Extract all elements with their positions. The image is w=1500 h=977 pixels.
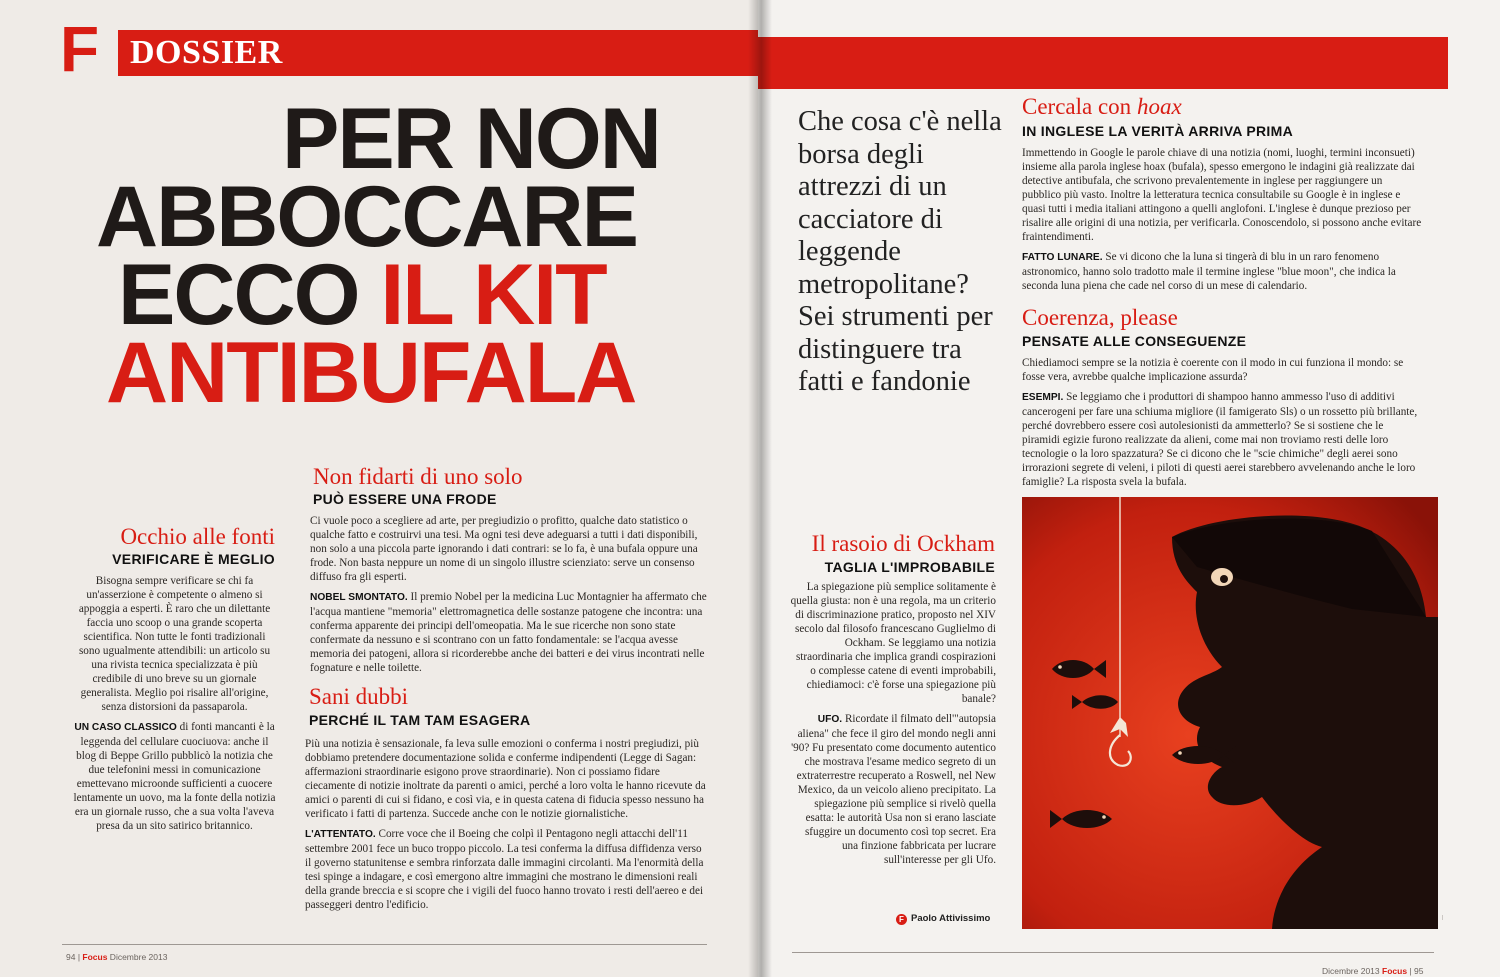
paragraph	[1022, 390, 1422, 489]
headline-line-2: ABBOCCARE	[96, 169, 637, 265]
page-number: 95	[1413, 966, 1424, 976]
headline-line-3	[118, 247, 606, 343]
title-italic: hoax	[1136, 94, 1182, 119]
section-letter-logo: F	[60, 13, 100, 85]
lead-in: FATTO LUNARE.	[1022, 252, 1103, 263]
section-subtitle-hoax: IN INGLESE LA VERITÀ ARRIVA PRIMA	[1022, 123, 1293, 139]
illustration-credit: —	[1440, 915, 1446, 920]
section-title-hoax	[1022, 94, 1422, 120]
page-folio-right	[1322, 966, 1423, 976]
paragraph-text: Se leggiamo che i produttori di shampoo hanno ammesso l'uso di additivi cancerogeni per fare una schiuma migliore (il famigerato Sls) o un rossetto più brillante, perché dovrebbero essere così autolesionisti da ammetterlo? Se si sostiene che le piramidi egizie furono realizzate da alieni, come mai non troviamo resti delle loro tecnologie o la loro spazzatura? Se ci dicono che le "scie chimiche" degli aerei sono irrorazioni segrete di veleni, i piloti di questi aerei starebbero avvelenando anche le loro famiglie? La risposta svela la bufala.	[1022, 391, 1418, 488]
title-text: Cercala con	[1022, 94, 1137, 119]
section-body-ockham	[790, 580, 996, 873]
paragraph: Ci vuole poco a scegliere ad arte, per pregiudizio o profitto, qualche dato statistico o qualche fatto e costruirvi una tesi. Ma ogni tesi deve adeguarsi a tutti i dati disponibili, non solo a una piccola parte ignorando i dati contrari: se lo fa, è una bufala oppure una frode. Non basta neppure un nome di un singolo illustre scienziato: serve un consenso diffuso fra gli esperti.	[310, 515, 698, 583]
paragraph-text: di fonti mancanti è la leggenda del cellulare cuociuova: anche il blog di Beppe Grillo pubblicò la notizia che due telefonini messi in comunicazione emettevano microonde sufficienti a cuocere lentamente un uovo, ma la fonte della notizia era un giornale russo, che a sua volta l'aveva presa da un sito satirico britannico.	[73, 721, 276, 832]
paragraph	[310, 590, 710, 675]
footer-rule	[62, 944, 707, 945]
headline-line-3-red: IL KIT	[380, 247, 606, 343]
paragraph-text: Se vi dicono che la luna si tingerà di blu in un raro fenomeno astronomico, hanno solo tradotto male il termine inglese "blue moon", che indica la seconda luna piena che cade nel corso di un mese di calendario.	[1022, 251, 1396, 292]
paragraph-text: Ricordate il filmato dell'"autopsia aliena" che fece il giro del mondo negli anni '90? Fu presentato come documento autentico che mostrava l'esame medico segreto di un extraterrestre recuperato a Roswell, nel New Mexico, da un veicolo alieno precipitato. La spiegazione più semplice si rivelò quella esatta: le autorità Usa non si erano lasciate sfuggire un documento così top secret. Era una finzione fabbricata per lucrare sull'interesse per gli Ufo.	[791, 713, 996, 866]
section-body-hoax	[1022, 146, 1422, 299]
paragraph	[790, 712, 996, 867]
footer-rule-right	[792, 952, 1434, 953]
section-title-coerenza: Coerenza, please	[1022, 305, 1178, 330]
section-subtitle-occhio: VERIFICARE È MEGLIO	[112, 551, 275, 567]
issue-date: Dicembre 2013	[107, 952, 168, 962]
paragraph: La spiegazione più semplice solitamente è quella giusta: non è una regola, ma un criterio di discriminazione pratico, proposto nel XIV secolo dal filosofo francescano Guglielmo di Ockham. Se leggiamo una notizia straordinaria che implica grandi cospirazioni o complesse catene di eventi improbabili, chiediamoci: c'è forse una spiegazione più banale?	[790, 581, 996, 705]
section-title-sani: Sani dubbi	[309, 684, 409, 709]
paragraph	[72, 720, 277, 833]
paragraph: Immettendo in Google le parole chiave di una notizia (nomi, luoghi, termini inconsueti) insieme alla parola inglese hoax (bufala), spesso emergono le indagini già realizzate dai detective antibufala, che scrivono prevalentemente in inglese per raggiungere un pubblico più vasto. Inoltre la letteratura tecnica consultabile su Google è in inglese e quasi tutti i media italiani attingono a quelli anglofoni. L'inglese è dunque prezioso per risalire alle origini di una notizia, per verificarla. Conoscendolo, si possono anche evitare fraintendimenti.	[1022, 147, 1422, 243]
issue-date: Dicembre 2013	[1322, 966, 1383, 976]
lead-in: L'ATTENTATO.	[305, 829, 376, 840]
headline-line-3-black: ECCO	[118, 247, 381, 343]
section-title-ockham: Il rasoio di Ockham	[811, 531, 995, 556]
author-name: Paolo Attivissimo	[911, 913, 991, 924]
section-label: DOSSIER	[130, 34, 283, 71]
lead-in: UN CASO CLASSICO	[74, 722, 177, 733]
lead-in: ESEMPI.	[1022, 392, 1064, 403]
paragraph: Più una notizia è sensazionale, fa leva sulle emozioni o conferma i nostri pregiudizi, più dobbiamo pretendere documentazione solida e conferme indipendenti (Legge di Sagan: affermazioni straordinarie esigono prove straordinarie). Non ci possiamo fidare ciecamente di notizie inoltrate da parenti o amici, perché a loro volta le hanno ricevute da amici o parenti di cui si fidano, e così via, e in questa catena di fiducia spesso nessuno ha verificato i fatti di partenza. Succede anche con le notizie giornalistiche.	[305, 738, 706, 820]
paragraph-text: Corre voce che il Boeing che colpì il Pentagono negli attacchi dell'11 settembre 2001 fece un buco troppo piccolo. La tesi conferma la diffusa diffidenza verso il governo statunitense e sembra rinforzata dalle immagini circolanti. Ma l'enormità della tesi spinge a indagare, e così emergono altre immagini che mostrano le dimensioni reali della grande breccia e si scopre che i vigili del fuoco hanno trovato i resti dell'aereo e dei passeggeri dentro l'edificio.	[305, 828, 704, 911]
paragraph	[1022, 250, 1422, 293]
folio-separator: |	[1407, 966, 1414, 976]
headline-line-1: PER NON	[282, 91, 660, 187]
page-number: 94	[66, 952, 76, 962]
section-subtitle-coerenza: PENSATE ALLE CONSEGUENZE	[1022, 333, 1247, 349]
author-byline	[896, 913, 990, 925]
illustration-fish-hook-head-icon	[1022, 497, 1438, 929]
intro-deck: Che cosa c'è nella borsa degli attrezzi di un cacciatore di leggende metropolitane? Sei strumenti per distinguere tra fatti e fandonie	[798, 106, 1002, 397]
headline-line-4: ANTIBUFALA	[106, 325, 636, 421]
paragraph	[305, 827, 710, 912]
section-subtitle-sani: PERCHÉ IL TAM TAM ESAGERA	[309, 712, 531, 728]
section-title-occhio: Occhio alle fonti	[120, 524, 275, 549]
magazine-name: Focus	[1382, 966, 1408, 976]
lead-in: UFO.	[817, 714, 843, 725]
paragraph: Bisogna sempre verificare se chi fa un'asserzione è competente o almeno si appoggia a esperti. È raro che un dilettante faccia uno scoop o una grande scoperta scientifica. Non tutte le fonti tradizionali sono ugualmente attendibili: un articolo su una rivista tecnica specializzata è più credibile di uno breve su un giornale generalista. Meglio poi risalire all'origine, senza distorsioni da passaparola.	[78, 575, 271, 713]
section-title-fidarti: Non fidarti di uno solo	[313, 464, 523, 489]
section-subtitle-ockham: TAGLIA L'IMPROBABILE	[824, 559, 995, 575]
page-gutter	[748, 0, 772, 977]
paragraph: Chiediamoci sempre se la notizia è coerente con il modo in cui funziona il mondo: se fosse vera, avrebbe qualche implicazione assurda?	[1022, 357, 1404, 383]
page-folio-left	[66, 952, 167, 962]
folio-separator: |	[75, 952, 83, 962]
author-badge: F	[896, 914, 907, 925]
section-body-sani	[305, 737, 710, 918]
paragraph-text: Il premio Nobel per la medicina Luc Montagnier ha affermato che l'acqua mantiene "memoria" elettromagnetica delle sostanze patogene che incontra: una conferma apparente dei principi dell'omeopatia. Ma le sue ricerche non sono state confermate da nessuno e si scontrano con un fatto fondamentale: se l'acqua avesse memoria dei patogeni, allora si ricorderebbe anche dei batteri e dei virus incontrati nelle fognature e nelle toilette.	[310, 591, 707, 674]
header-red-bar-right	[758, 37, 1448, 89]
lead-in: NOBEL SMONTATO.	[310, 592, 408, 603]
section-body-coerenza	[1022, 356, 1422, 495]
magazine-name: Focus	[82, 952, 108, 962]
section-subtitle-fidarti: PUÒ ESSERE UNA FRODE	[313, 491, 497, 507]
section-body-occhio	[72, 574, 277, 839]
section-body-fidarti	[310, 514, 710, 681]
